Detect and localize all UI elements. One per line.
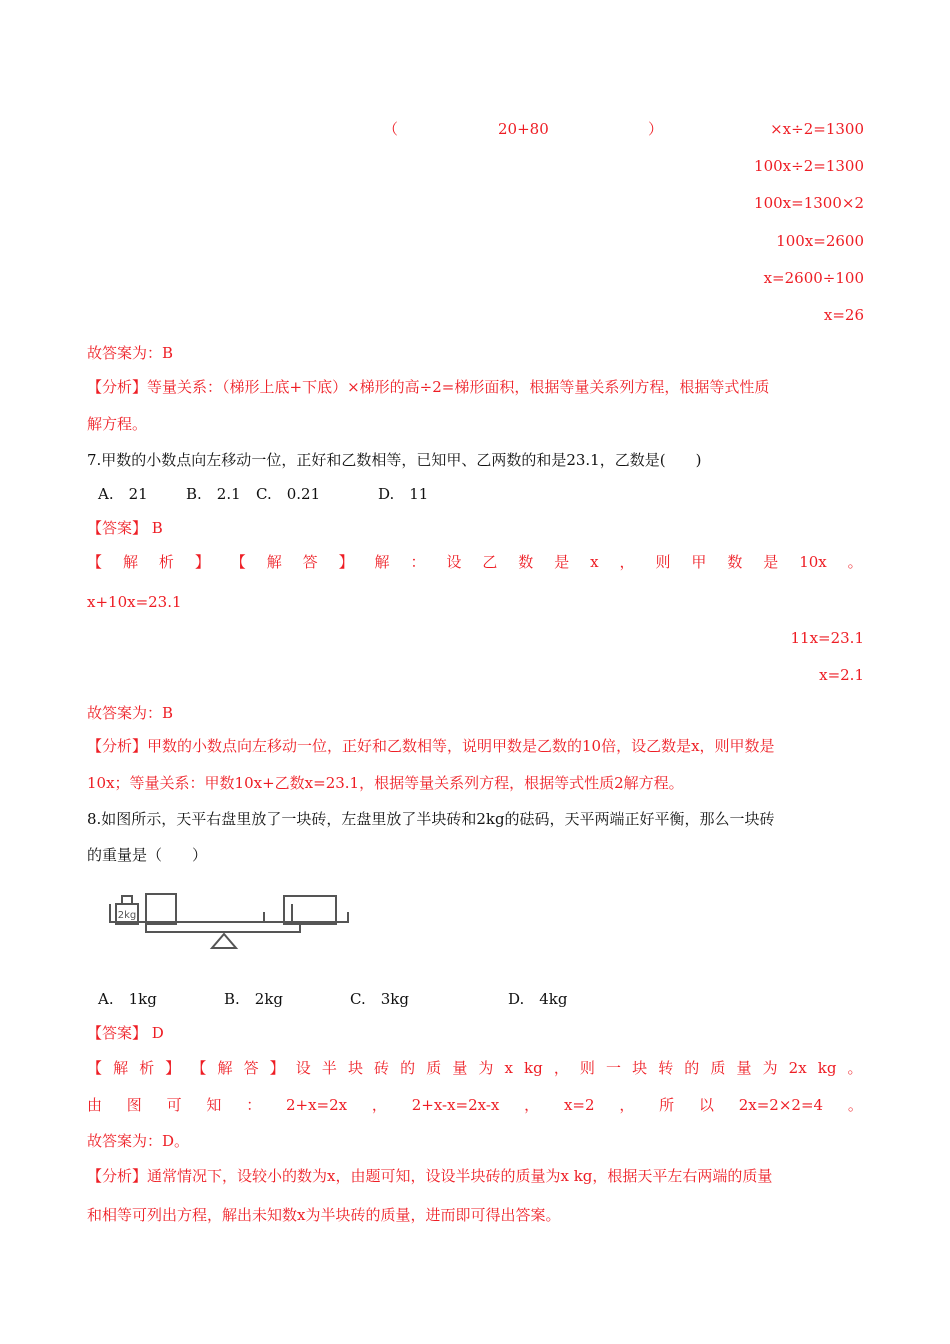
q6-eq-line5: x=2600÷100 [763,269,864,287]
q7-sol-token: 】 [338,553,354,571]
q8-sol-token: 。 [847,1059,863,1077]
q7-conclusion: 故答案为：B [87,704,174,722]
q8-sol-token: 所 [659,1096,675,1114]
q8-sol-token: 为 [478,1059,494,1077]
q7-sol-token: ， [619,553,635,571]
q7-sol-token: 解 [122,553,138,571]
q8-sol-token: 可 [166,1096,182,1114]
q6-eq-paren-open: （ [383,120,399,138]
q8-sol-token: 解 [217,1059,233,1077]
q7-sol-token: 是 [554,553,570,571]
q7-sol-token: 答 [302,553,318,571]
q8-sol-token: ： [246,1096,262,1114]
q8-option-a: A. 1kg [98,990,157,1008]
q8-analysis-line1: 【分析】通常情况下，设较小的数为x，由题可知，设设半块砖的质量为x kg，根据天平左右两端的质量 [87,1167,773,1185]
q7-eq-line3: x=2.1 [819,666,864,684]
q7-answer: 【答案】 B [87,519,163,537]
q7-option-b: B. 2.1 [186,485,241,503]
q8-answer: 【答案】 D [87,1024,164,1042]
q8-sol-token: 量 [452,1059,468,1077]
q7-sol-token: 数 [727,553,743,571]
q7-sol-token: x [590,553,599,571]
weight-2kg-label: 2kg [117,910,137,921]
q8-sol-token: 解 [113,1059,129,1077]
q8-sol-token: kg [524,1059,543,1077]
q7-solution-line [87,552,863,572]
balance-scale-figure [100,882,360,954]
q8-sol-token: 量 [736,1059,752,1077]
q8-sol-token: x=2 [563,1096,595,1114]
q6-eq-line1: ×x÷2=1300 [770,120,864,138]
q8-sol-token: 质 [426,1059,442,1077]
q8-sol-token: ， [553,1059,569,1077]
q8-analysis-line2: 和相等可列出方程，解出未知数x为半块砖的质量，进而即可得出答案。 [87,1206,561,1224]
q8-sol-token: 图 [126,1096,142,1114]
q6-eq-sum: 20+80 [498,120,549,138]
q8-sol-token: 析 [139,1059,155,1077]
q7-eq-line1: x+10x=23.1 [87,593,182,611]
q8-sol-token: ， [524,1096,540,1114]
q8-sol-token: 设 [295,1059,311,1077]
q8-sol-token: kg [817,1059,837,1077]
q8-option-c: C. 3kg [350,990,409,1008]
q8-sol-token: 转 [658,1059,674,1077]
q8-sol-token: 】 [165,1059,181,1077]
q7-analysis-line1: 【分析】甲数的小数点向左移动一位，正好和乙数相等，说明甲数是乙数的10倍，设乙数是x，则甲数是 [87,737,775,755]
q7-sol-token: 数 [518,553,534,571]
q8-sol-token: 砖 [374,1059,390,1077]
q6-conclusion: 故答案为：B [87,344,174,362]
q7-sol-token: 。 [847,553,863,571]
q7-analysis-line2: 10x；等量关系：甲数10x+乙数x=23.1，根据等量关系列方程，根据等式性质2解方程。 [87,774,684,792]
q8-sol-token: 【 [87,1059,103,1077]
q8-sol-token: 2x=2×2=4 [738,1096,824,1114]
q8-sol-token: 一 [606,1059,622,1077]
q8-sol-token: 答 [243,1059,259,1077]
q7-sol-token: 10x [799,553,827,571]
q8-sol-token: 】 [269,1059,285,1077]
weight-handle [122,896,132,904]
q7-sol-token: 是 [763,553,779,571]
q8-option-d: D. 4kg [508,990,568,1008]
q7-sol-token: 解 [374,553,390,571]
balance-fulcrum [212,934,236,948]
q8-sol-token: 块 [632,1059,648,1077]
q8-sol-token: 2+x-x=2x-x [411,1096,500,1114]
q6-analysis-line1: 【分析】等量关系：（梯形上底+下底）×梯形的高÷2=梯形面积，根据等量关系列方程，根据等式性质 [87,378,770,396]
q6-eq-paren-close: ） [648,120,664,138]
q8-sol-token: 的 [400,1059,416,1077]
q6-eq-line3: 100x=1300×2 [754,194,864,212]
q8-conclusion: 故答案为：D。 [87,1132,190,1150]
q8-sol-token: 的 [684,1059,700,1077]
q8-sol-token: 2x [788,1059,807,1077]
q8-sol-token: ， [371,1096,387,1114]
q7-sol-token: 乙 [482,553,498,571]
q8-sol-token: 块 [347,1059,363,1077]
q7-question: 7.甲数的小数点向左移动一位，正好和乙数相等，已知甲、乙两数的和是23.1，乙数是( ) [87,451,702,469]
q8-sol-token: 。 [847,1096,863,1114]
q7-eq-line2: 11x=23.1 [790,629,864,647]
q7-option-d: D. 11 [378,485,429,503]
q8-solution-line2 [87,1095,863,1115]
q8-option-b: B. 2kg [224,990,284,1008]
q6-eq-line4: 100x=2600 [776,232,864,250]
q8-sol-token: 则 [579,1059,595,1077]
q7-option-c: C. 0.21 [256,485,321,503]
q8-sol-token: 由 [87,1096,103,1114]
q7-sol-token: 析 [158,553,174,571]
q8-solution-line1 [87,1058,863,1078]
q7-option-a: A. 21 [98,485,148,503]
q8-sol-token: x [504,1059,513,1077]
q7-sol-token: 则 [655,553,671,571]
q7-sol-token: 甲 [691,553,707,571]
q7-sol-token: ： [410,553,426,571]
q6-eq-line2: 100x÷2=1300 [754,157,864,175]
q7-sol-token: 】 [194,553,210,571]
q8-question-line1: 8.如图所示，天平右盘里放了一块砖，左盘里放了半块砖和2kg的砝码，天平两端正好平衡，那么一块砖 [87,810,775,828]
q8-question-line2: 的重量是（ ） [87,846,208,864]
half-brick [146,894,176,924]
q6-eq-line6: x=26 [823,306,864,324]
q8-sol-token: 【 [191,1059,207,1077]
q8-sol-token: 知 [206,1096,222,1114]
q8-sol-token: 半 [321,1059,337,1077]
q7-sol-token: 【 [87,553,103,571]
q8-sol-token: 2+x=2x [285,1096,348,1114]
q8-sol-token: 为 [762,1059,778,1077]
q8-sol-token: 质 [710,1059,726,1077]
q8-sol-token: 以 [698,1096,714,1114]
q7-sol-token: 设 [446,553,462,571]
q7-sol-token: 解 [266,553,282,571]
q6-analysis-line2: 解方程。 [87,415,148,433]
q7-sol-token: 【 [230,553,246,571]
q8-sol-token: ， [619,1096,635,1114]
